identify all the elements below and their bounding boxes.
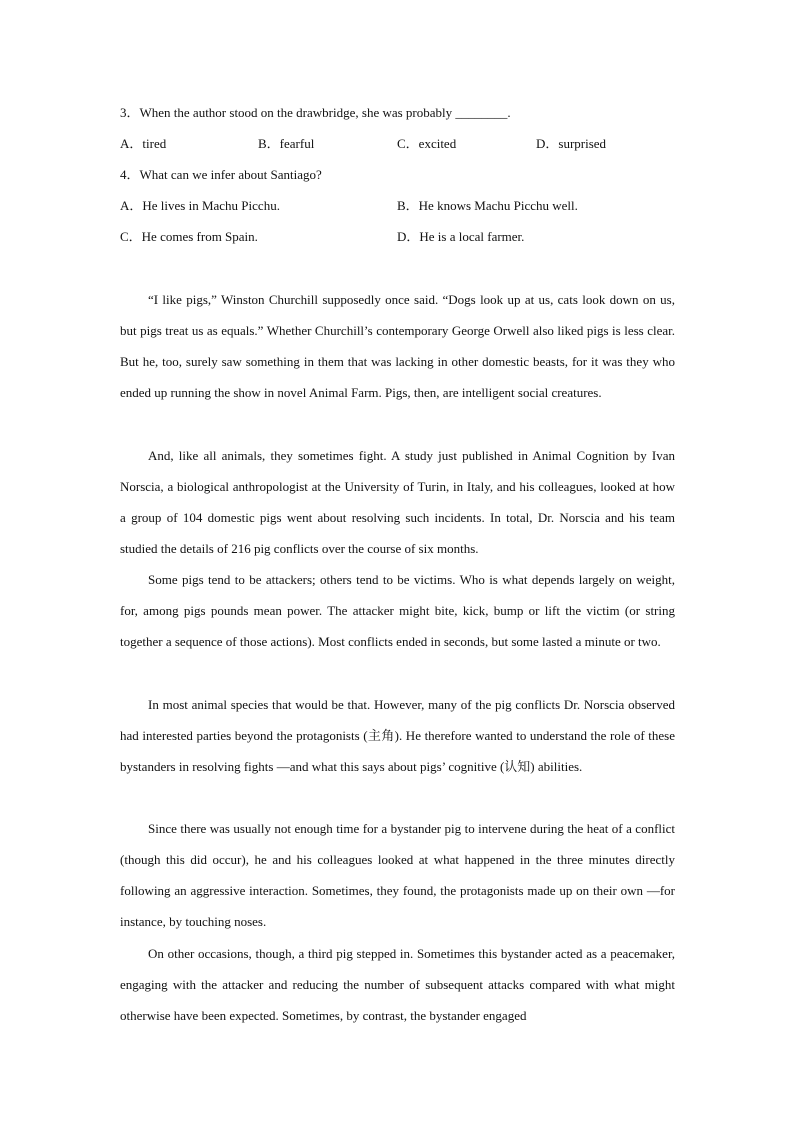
question-3-option-a: A．tired	[120, 136, 167, 151]
question-4-option-d: D．He is a local farmer.	[397, 229, 525, 244]
question-4-stem: 4．What can we infer about Santiago?	[120, 167, 322, 182]
question-3-stem: 3．When the author stood on the drawbridge, she was probably ________.	[120, 105, 511, 120]
passage-paragraph-2: And, like all animals, they sometimes fight. A study just published in Animal Cognition by Ivan Norscia, a biological anthropologist at the University of Turin, in Italy, and his colleagues, looked at how a group of 104 domestic pigs went about resolving such incidents. In total, Dr. Norscia and his team studied the details of 216 pig conflicts over the course of six months.	[120, 448, 675, 557]
question-3-option-c: C．excited	[397, 136, 457, 151]
question-4-option-c: C．He comes from Spain.	[120, 229, 258, 244]
question-3-option-b: B．fearful	[258, 136, 315, 151]
passage-paragraph-5: Since there was usually not enough time for a bystander pig to intervene during the heat of a conflict (though this did occur), he and his colleagues looked at what happened in the three minutes directly following an aggressive interaction. Sometimes, they found, the protagonists made up on their own —for instance, by touching noses.	[120, 821, 675, 930]
question-3-option-d: D．surprised	[536, 136, 607, 151]
question-4-option-a: A．He lives in Machu Picchu.	[120, 198, 280, 213]
passage-paragraph-1: “I like pigs,” Winston Churchill supposedly once said. “Dogs look up at us, cats look down on us, but pigs treat us as equals.” Whether Churchill’s contemporary George Orwell also liked pigs is less clear. But he, too, surely saw something in them that was lacking in other domestic beasts, for it was they who ended up running the show in novel Animal Farm. Pigs, then, are intelligent social creatures.	[120, 292, 675, 401]
passage-paragraph-4: In most animal species that would be that. However, many of the pig conflicts Dr. Norscia observed had interested parties beyond the protagonists (主角). He therefore wanted to understand the role of these bystanders in resolving fights —and what this says about pigs’ cognitive (认知) abilities.	[120, 697, 675, 775]
question-4-option-b: B．He knows Machu Picchu well.	[397, 198, 578, 213]
passage-paragraph-3: Some pigs tend to be attackers; others tend to be victims. Who is what depends largely on weight, for, among pigs pounds mean power. The attacker might bite, kick, bump or lift the victim (or string together a sequence of those actions). Most conflicts ended in seconds, but some lasted a minute or two.	[120, 572, 675, 650]
passage-paragraph-6: On other occasions, though, a third pig stepped in. Sometimes this bystander acted as a peacemaker, engaging with the attacker and reducing the number of subsequent attacks compared with what might otherwise have been expected. Sometimes, by contrast, the bystander engaged	[120, 946, 675, 1024]
